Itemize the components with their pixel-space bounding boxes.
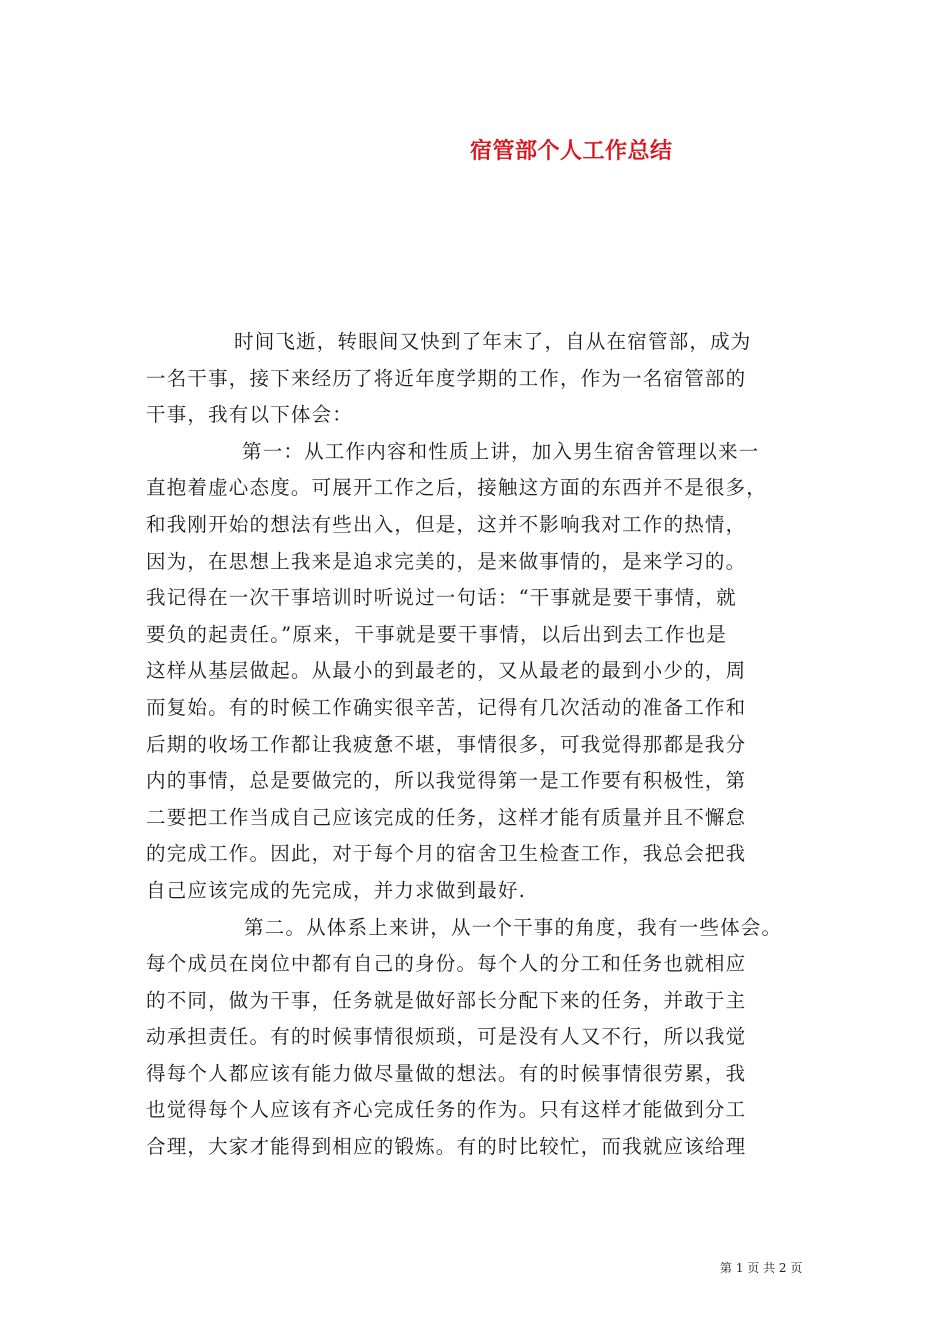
paragraph-line: 自己应该完成的先完成，并力求做到最好. (146, 878, 526, 902)
paragraph-line: 的完成工作。因此，对于每个月的宿舍卫生检查工作，我总会把我 (146, 842, 747, 866)
paragraph-line: 后期的收场工作都让我疲惫不堪，事情很多，可我觉得那都是我分 (146, 732, 747, 756)
paragraph-line: 直抱着虚心态度。可展开工作之后，接触这方面的东西并不是很多， (146, 476, 768, 500)
document-title: 宿管部个人工作总结 (470, 139, 673, 164)
document-body (146, 324, 826, 1166)
paragraph-line: 一名干事，接下来经历了将近年度学期的工作，作为一名宿管部的 (146, 366, 747, 390)
paragraph-line: 第二。从体系上来讲，从一个干事的角度，我有一些体会。 (244, 915, 783, 939)
page-number-footer: 第 1 页 共 2 页 (720, 1261, 803, 1275)
paragraph-line: 这样从基层做起。从最小的到最老的，又从最老的最到小少的，周 (146, 659, 747, 683)
paragraph-line: 内的事情，总是要做完的，所以我觉得第一是工作要有积极性，第 (146, 769, 747, 793)
paragraph-line: 和我刚开始的想法有些出入，但是，这并不影响我对工作的热情， (146, 512, 747, 536)
paragraph-line: 合理，大家才能得到相应的锻炼。有的时比较忙，而我就应该给理 (146, 1135, 747, 1159)
paragraph-line: 干事，我有以下体会： (146, 403, 354, 427)
paragraph-line: 动承担责任。有的时候事情很烦琐，可是没有人又不行，所以我觉 (146, 1025, 747, 1049)
paragraph-line: 每个成员在岗位中都有自己的身份。每个人的分工和任务也就相应 (146, 952, 747, 976)
paragraph-line: 而复始。有的时候工作确实很辛苦，记得有几次活动的准备工作和 (146, 695, 747, 719)
paragraph-line: 也觉得每个人应该有齐心完成任务的作为。只有这样才能做到分工 (146, 1098, 747, 1122)
paragraph-line: 的不同，做为干事，任务就是做好部长分配下来的任务，并敢于主 (146, 988, 747, 1012)
paragraph-line: 要负的起责任。”原来，干事就是要干事情，以后出到去工作也是 (146, 622, 728, 646)
paragraph-line: 因为，在思想上我来是追求完美的，是来做事情的，是来学习的。 (146, 549, 747, 573)
paragraph-line: 时间飞逝，转眼间又快到了年末了，自从在宿管部，成为 (234, 330, 752, 353)
paragraph-line: 二要把工作当成自己应该完成的任务，这样才能有质量并且不懈怠 (146, 805, 747, 829)
paragraph-line: 得每个人都应该有能力做尽量做的想法。有的时候事情很劳累，我 (146, 1061, 747, 1085)
paragraph-line: 第一：从工作内容和性质上讲，加入男生宿舍管理以来一 (242, 439, 760, 463)
paragraph-line: 我记得在一次干事培训时听说过一句话：“干事就是要干事情，就 (146, 586, 737, 610)
